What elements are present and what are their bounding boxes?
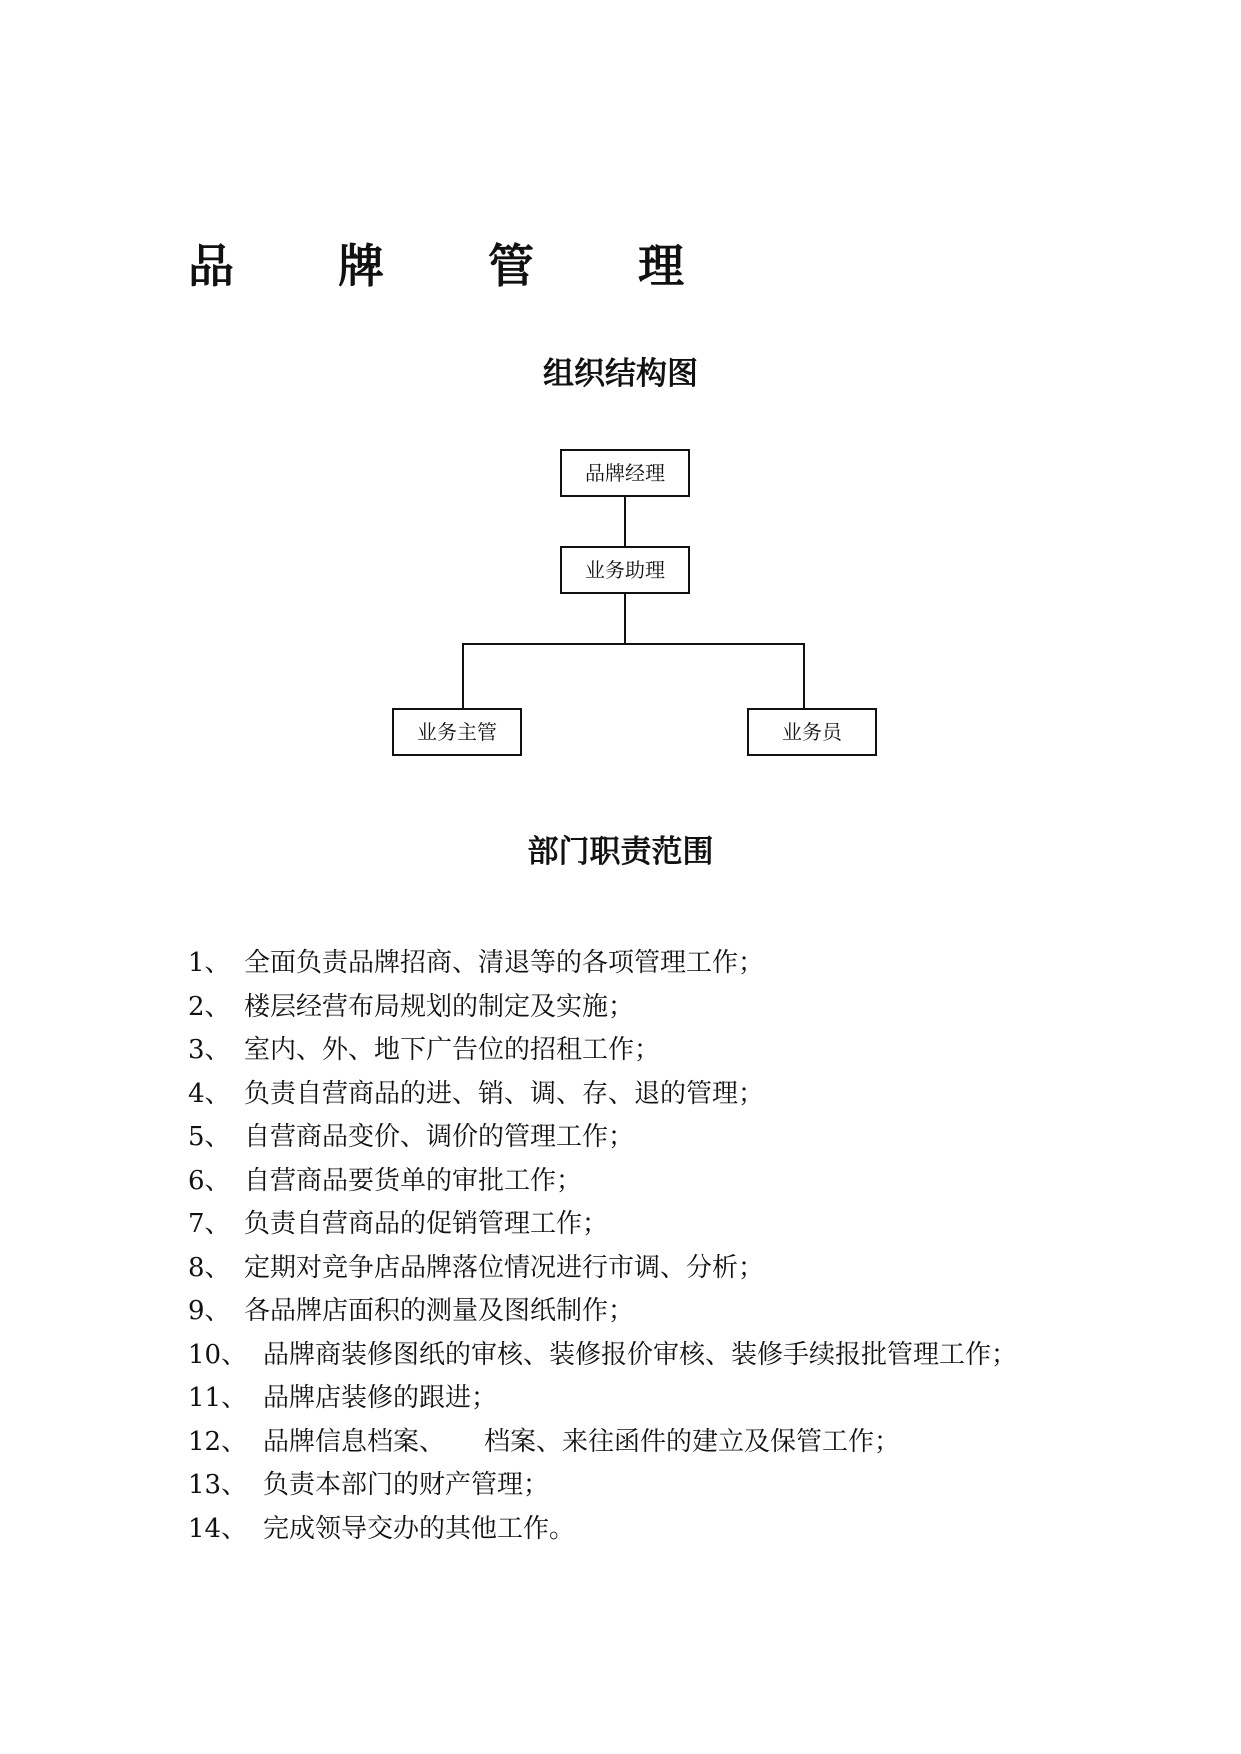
duty-item-number: 11、 xyxy=(188,1383,248,1413)
duty-item xyxy=(188,1464,1068,1508)
duty-item-text: 室内、外、地下广告位的招租工作； xyxy=(244,1035,661,1065)
duty-item-text: 负责自营商品的促销管理工作； xyxy=(244,1209,609,1239)
duty-item-text: 楼层经营布局规划的制定及实施； xyxy=(244,991,635,1022)
org-chart-heading: 组织结构图 xyxy=(543,356,698,392)
page-title: 品 牌 管 理 xyxy=(188,239,729,293)
duty-item-number: 9、 xyxy=(188,1296,231,1326)
duty-item xyxy=(188,1377,1068,1421)
duty-item-text: 负责自营商品的进、销、调、存、退的管理； xyxy=(244,1078,765,1109)
duty-item xyxy=(188,1160,1068,1204)
duty-item-text: 全面负责品牌招商、清退等的各项管理工作； xyxy=(244,948,765,978)
org-node-brand-manager: 品牌经理 xyxy=(560,449,690,497)
duty-item xyxy=(188,1116,1068,1160)
duty-item-number: 3、 xyxy=(188,1035,231,1065)
duty-item-number: 12、 xyxy=(188,1426,248,1457)
duty-item-number: 14、 xyxy=(188,1513,248,1544)
duty-item-number: 8、 xyxy=(188,1252,231,1283)
duty-item-text: 自营商品要货单的审批工作； xyxy=(244,1165,583,1196)
duty-item xyxy=(188,1508,1068,1552)
duty-item-number: 13、 xyxy=(188,1470,248,1500)
duty-item-text: 负责本部门的财产管理； xyxy=(263,1470,550,1500)
org-node-business-assistant: 业务助理 xyxy=(560,546,690,594)
duty-item xyxy=(188,1203,1068,1247)
org-node-business-supervisor: 业务主管 xyxy=(392,708,522,756)
duty-item xyxy=(188,1029,1068,1073)
duty-list xyxy=(188,942,1068,1551)
duty-item-number: 7、 xyxy=(188,1209,231,1239)
duty-item xyxy=(188,942,1068,986)
duty-item-text: 完成领导交办的其他工作。 xyxy=(263,1513,576,1544)
duty-item-number: 5、 xyxy=(188,1122,231,1152)
duty-item-text: 各品牌店面积的测量及图纸制作； xyxy=(244,1296,635,1326)
duty-item-text: 自营商品变价、调价的管理工作； xyxy=(244,1122,635,1152)
duty-item-number: 6、 xyxy=(188,1165,231,1196)
duty-item-text: 品牌商装修图纸的审核、装修报价审核、装修手续报批管理工作； xyxy=(263,1339,1018,1370)
duty-item xyxy=(188,1421,1068,1465)
duty-item-number: 10、 xyxy=(188,1339,248,1370)
org-node-business-staff: 业务员 xyxy=(747,708,877,756)
duty-item xyxy=(188,1290,1068,1334)
duty-item xyxy=(188,1073,1068,1117)
duty-item-number: 2、 xyxy=(188,991,231,1022)
duty-item-number: 4、 xyxy=(188,1078,231,1109)
duty-item xyxy=(188,1247,1068,1291)
org-chart-connectors xyxy=(0,0,1241,800)
duty-item xyxy=(188,986,1068,1030)
duty-item xyxy=(188,1334,1068,1378)
duties-heading: 部门职责范围 xyxy=(527,834,714,870)
duty-item-text: 品牌店装修的跟进； xyxy=(263,1383,498,1413)
duty-item-text: 定期对竞争店品牌落位情况进行市调、分析； xyxy=(244,1252,765,1283)
duty-item-text: 品牌信息档案、 档案、来往函件的建立及保管工作； xyxy=(263,1426,901,1457)
duty-item-number: 1、 xyxy=(188,948,231,978)
